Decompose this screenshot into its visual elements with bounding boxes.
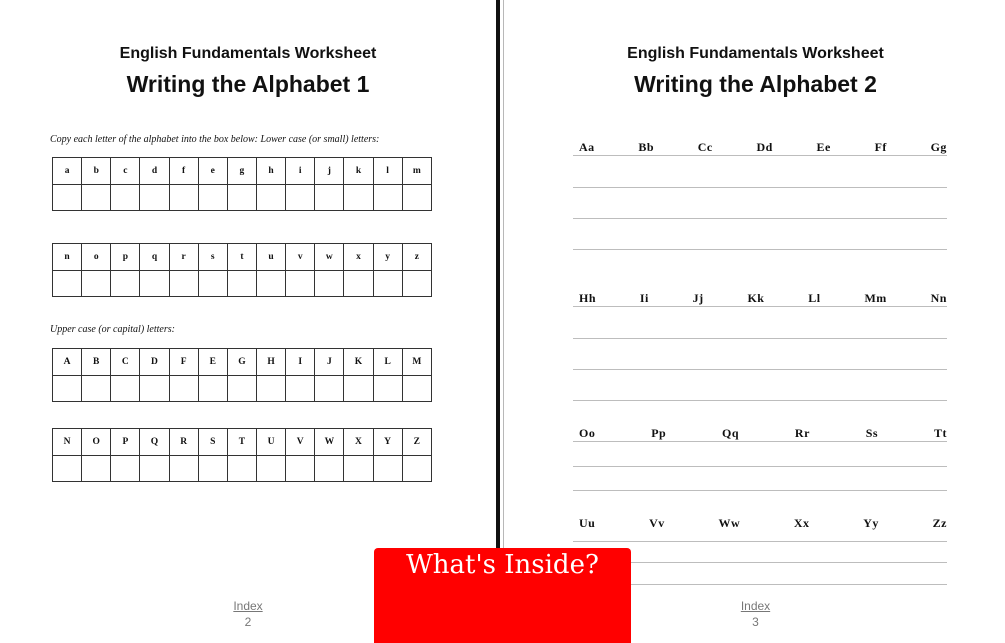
- writing-line: [573, 490, 947, 491]
- grid-writing-cell[interactable]: [169, 271, 198, 297]
- grid-letter-cell: C: [111, 349, 140, 376]
- grid-writing-cell[interactable]: [53, 376, 82, 402]
- grid-writing-cell[interactable]: [227, 376, 256, 402]
- grid-letter-cell: A: [53, 349, 82, 376]
- grid-writing-cell[interactable]: [82, 376, 111, 402]
- letter-pair: Pp: [651, 426, 667, 440]
- grid-writing-cell[interactable]: [227, 271, 256, 297]
- grid-writing-cell[interactable]: [402, 185, 431, 211]
- writing-line: [573, 466, 947, 467]
- grid-writing-cell[interactable]: [344, 376, 373, 402]
- writing-line: [573, 369, 947, 370]
- grid-writing-row: [53, 185, 432, 211]
- grid-writing-cell[interactable]: [111, 376, 140, 402]
- grid-writing-cell[interactable]: [169, 185, 198, 211]
- letter-pair: Kk: [747, 291, 765, 305]
- letter-pair: Uu: [579, 516, 596, 530]
- grid-writing-cell[interactable]: [344, 271, 373, 297]
- grid-writing-cell[interactable]: [198, 456, 227, 482]
- worksheet-subtitle: English Fundamentals Worksheet: [627, 45, 884, 62]
- grid-letter-cell: e: [198, 158, 227, 185]
- grid-letter-cell: L: [373, 349, 402, 376]
- whats-inside-button[interactable]: What's Inside?: [374, 548, 631, 643]
- grid-letter-cell: l: [373, 158, 402, 185]
- letter-pair: Ww: [718, 516, 741, 530]
- worksheet-page-left: [0, 0, 496, 643]
- letter-pair: Vv: [649, 516, 665, 530]
- letter-pair-row: [579, 140, 947, 155]
- grid-letter-cell: a: [53, 158, 82, 185]
- grid-letter-cell: m: [402, 158, 431, 185]
- grid-letter-cell: z: [402, 244, 431, 271]
- grid-writing-cell[interactable]: [53, 185, 82, 211]
- letter-grid: [52, 243, 432, 297]
- worksheet-subtitle: English Fundamentals Worksheet: [119, 45, 377, 62]
- grid-letter-cell: H: [256, 349, 285, 376]
- grid-letter-cell: V: [286, 429, 315, 456]
- index-link[interactable]: Index: [740, 599, 771, 613]
- grid-letter-cell: r: [169, 244, 198, 271]
- letter-pair: Mm: [864, 291, 887, 305]
- grid-letter-cell: i: [286, 158, 315, 185]
- grid-letter-cell: p: [111, 244, 140, 271]
- grid-letter-cell: g: [227, 158, 256, 185]
- grid-letter-cell: G: [227, 349, 256, 376]
- letter-pair: Tt: [933, 426, 947, 440]
- grid-writing-cell[interactable]: [53, 271, 82, 297]
- grid-writing-cell[interactable]: [198, 271, 227, 297]
- grid-letter-row: [53, 349, 432, 376]
- grid-writing-cell[interactable]: [140, 271, 169, 297]
- grid-writing-cell[interactable]: [402, 271, 431, 297]
- grid-writing-cell[interactable]: [169, 376, 198, 402]
- instruction-upper-case: Upper case (or capital) letters:: [50, 324, 175, 335]
- grid-writing-cell[interactable]: [256, 185, 285, 211]
- grid-writing-cell[interactable]: [227, 185, 256, 211]
- grid-writing-cell[interactable]: [111, 185, 140, 211]
- letter-pair: Aa: [579, 140, 595, 154]
- writing-line: [573, 338, 947, 339]
- grid-writing-cell[interactable]: [344, 185, 373, 211]
- letter-pair: Qq: [722, 426, 740, 440]
- grid-letter-cell: t: [227, 244, 256, 271]
- grid-writing-cell[interactable]: [140, 376, 169, 402]
- grid-writing-cell[interactable]: [140, 456, 169, 482]
- letter-pair: Xx: [793, 516, 810, 530]
- grid-letter-cell: x: [344, 244, 373, 271]
- writing-line: [573, 187, 947, 188]
- worksheet-page-right: [506, 0, 1005, 643]
- grid-letter-cell: c: [111, 158, 140, 185]
- instruction-lower-case: Copy each letter of the alphabet into the box below: Lower case (or small) letters:: [50, 134, 380, 145]
- letter-pair: Ff: [874, 140, 887, 154]
- grid-letter-cell: O: [82, 429, 111, 456]
- grid-writing-cell[interactable]: [373, 271, 402, 297]
- grid-letter-cell: k: [344, 158, 373, 185]
- grid-writing-cell[interactable]: [286, 456, 315, 482]
- grid-letter-cell: j: [315, 158, 344, 185]
- letter-pair: Ll: [808, 291, 821, 305]
- grid-writing-cell[interactable]: [140, 185, 169, 211]
- grid-writing-cell[interactable]: [315, 456, 344, 482]
- letter-pair-row: [579, 516, 947, 531]
- grid-letter-row: [53, 429, 432, 456]
- grid-letter-cell: u: [256, 244, 285, 271]
- grid-letter-cell: d: [140, 158, 169, 185]
- grid-writing-cell[interactable]: [82, 185, 111, 211]
- grid-letter-cell: P: [111, 429, 140, 456]
- grid-letter-cell: R: [169, 429, 198, 456]
- grid-letter-cell: y: [373, 244, 402, 271]
- grid-letter-cell: q: [140, 244, 169, 271]
- letter-pair: Hh: [579, 291, 597, 305]
- grid-letter-cell: w: [315, 244, 344, 271]
- grid-writing-row: [53, 376, 432, 402]
- grid-letter-cell: T: [227, 429, 256, 456]
- grid-letter-cell: n: [53, 244, 82, 271]
- grid-writing-cell[interactable]: [53, 456, 82, 482]
- grid-letter-cell: I: [286, 349, 315, 376]
- grid-writing-cell[interactable]: [198, 185, 227, 211]
- grid-letter-cell: X: [344, 429, 373, 456]
- grid-letter-cell: o: [82, 244, 111, 271]
- grid-letter-row: [53, 158, 432, 185]
- grid-writing-cell[interactable]: [373, 185, 402, 211]
- index-link[interactable]: Index: [233, 599, 263, 613]
- grid-writing-cell[interactable]: [286, 271, 315, 297]
- page-divider-thin: [503, 0, 504, 643]
- letter-pair: Zz: [932, 516, 947, 530]
- letter-pair-row: [579, 291, 947, 306]
- grid-letter-cell: U: [256, 429, 285, 456]
- grid-letter-cell: s: [198, 244, 227, 271]
- writing-line: [573, 400, 947, 401]
- letter-pair: Dd: [756, 140, 773, 154]
- writing-line: [573, 218, 947, 219]
- grid-writing-cell[interactable]: [315, 185, 344, 211]
- letter-pair: Bb: [638, 140, 655, 154]
- letter-pair: Oo: [579, 426, 596, 440]
- grid-writing-cell[interactable]: [111, 456, 140, 482]
- grid-writing-cell[interactable]: [373, 376, 402, 402]
- letter-pair: Jj: [692, 291, 704, 305]
- grid-writing-cell[interactable]: [82, 456, 111, 482]
- grid-letter-cell: f: [169, 158, 198, 185]
- letter-pair: Cc: [697, 140, 713, 154]
- grid-letter-cell: Y: [373, 429, 402, 456]
- grid-writing-cell[interactable]: [198, 376, 227, 402]
- grid-writing-cell[interactable]: [111, 271, 140, 297]
- grid-letter-cell: D: [140, 349, 169, 376]
- grid-writing-cell[interactable]: [315, 271, 344, 297]
- grid-writing-cell[interactable]: [286, 376, 315, 402]
- grid-letter-cell: b: [82, 158, 111, 185]
- grid-letter-cell: B: [82, 349, 111, 376]
- grid-writing-cell[interactable]: [227, 456, 256, 482]
- letter-grid: [52, 428, 432, 482]
- letter-pair-row: [579, 426, 947, 441]
- letter-grid: [52, 348, 432, 402]
- letter-pair: Nn: [930, 291, 947, 305]
- grid-writing-cell[interactable]: [402, 456, 431, 482]
- grid-writing-cell[interactable]: [256, 376, 285, 402]
- letter-pair: Yy: [863, 516, 879, 530]
- grid-letter-cell: W: [315, 429, 344, 456]
- grid-writing-cell[interactable]: [256, 271, 285, 297]
- grid-writing-row: [53, 271, 432, 297]
- grid-writing-row: [53, 456, 432, 482]
- letter-pair: Gg: [930, 140, 947, 154]
- grid-writing-cell[interactable]: [256, 456, 285, 482]
- worksheet-title: Writing the Alphabet 1: [126, 71, 370, 97]
- page-number: 2: [244, 615, 252, 629]
- letter-pair: Rr: [794, 426, 810, 440]
- grid-writing-cell[interactable]: [344, 456, 373, 482]
- grid-letter-cell: S: [198, 429, 227, 456]
- page-divider: [496, 0, 500, 643]
- writing-line: [573, 306, 947, 307]
- grid-letter-cell: N: [53, 429, 82, 456]
- letter-pair: Ii: [639, 291, 649, 305]
- grid-letter-cell: F: [169, 349, 198, 376]
- grid-letter-cell: K: [344, 349, 373, 376]
- grid-letter-cell: Q: [140, 429, 169, 456]
- grid-letter-cell: M: [402, 349, 431, 376]
- grid-letter-cell: J: [315, 349, 344, 376]
- letter-grid: [52, 157, 432, 211]
- letter-pair: Ss: [865, 426, 879, 440]
- writing-line: [573, 249, 947, 250]
- grid-letter-cell: v: [286, 244, 315, 271]
- worksheet-title: Writing the Alphabet 2: [634, 71, 877, 97]
- grid-letter-cell: Z: [402, 429, 431, 456]
- grid-writing-cell[interactable]: [373, 456, 402, 482]
- grid-writing-cell[interactable]: [82, 271, 111, 297]
- grid-letter-cell: E: [198, 349, 227, 376]
- grid-letter-cell: h: [256, 158, 285, 185]
- grid-letter-row: [53, 244, 432, 271]
- writing-line: [573, 441, 947, 442]
- grid-writing-cell[interactable]: [286, 185, 315, 211]
- letter-pair: Ee: [816, 140, 831, 154]
- page-number: 3: [752, 615, 759, 629]
- writing-line: [573, 155, 947, 156]
- writing-line: [573, 541, 947, 542]
- grid-writing-cell[interactable]: [169, 456, 198, 482]
- grid-writing-cell[interactable]: [315, 376, 344, 402]
- grid-writing-cell[interactable]: [402, 376, 431, 402]
